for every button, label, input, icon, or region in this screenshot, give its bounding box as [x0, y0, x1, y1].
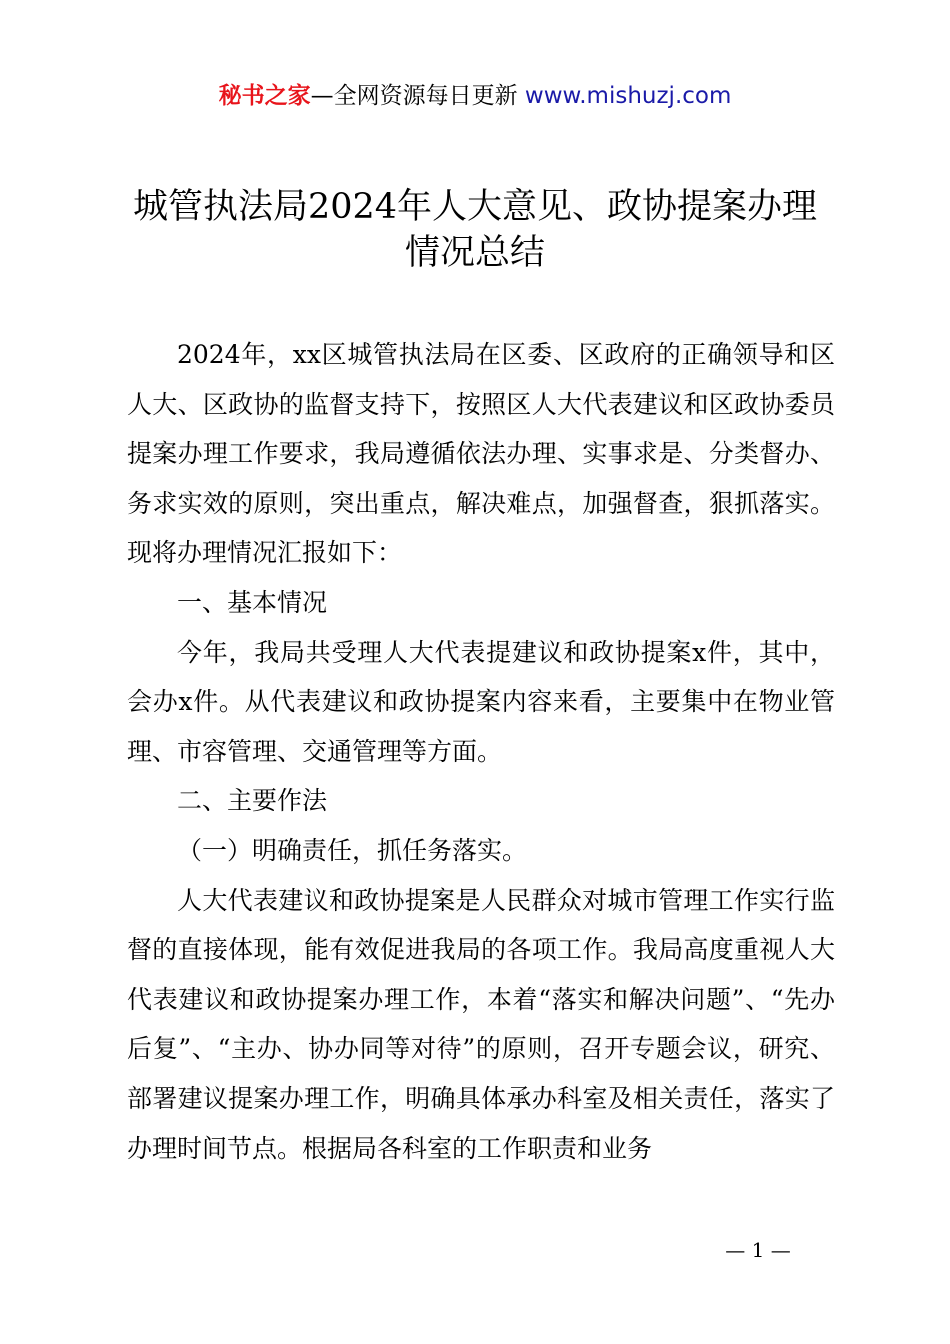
section-heading-methods: 二、主要作法	[177, 786, 328, 816]
document-body	[127, 330, 835, 1173]
intro-paragraph: 2024年，xx区城管执法局在区委、区政府的正确领导和区人大、区政协的监督支持下，按照区人大代表建议和区政协委员提案办理工作要求，我局遵循依法办理、实事求是、分类督办、务求实效的原则，突出重点，解决难点，加强督查，狠抓落实。现将办理情况汇报如下：	[127, 340, 835, 568]
brand-name: 秘书之家	[218, 83, 311, 109]
site-url: www.mishuzj.com	[524, 83, 732, 109]
page-number: — 1 —	[725, 1238, 791, 1262]
site-header	[0, 80, 950, 112]
responsibility-paragraph: 人大代表建议和政协提案是人民群众对城市管理工作实行监督的直接体现，能有效促进我局的各项工作。我局高度重视人大代表建议和政协提案办理工作，本着“落实和解决问题”、“先办后复”、“主办、协办同等对待”的原则，召开专题会议，研究、部署建议提案办理工作，明确具体承办科室及相关责任，落实了办理时间节点。根据局各科室的工作职责和业务	[127, 885, 835, 1163]
title-line-2: 情况总结	[404, 233, 545, 273]
section-heading-basic: 一、基本情况	[177, 587, 328, 617]
title-line-1: 城管执法局2024年人大意见、政协提案办理	[132, 187, 818, 227]
document-title	[100, 184, 850, 276]
basic-situation-paragraph: 今年，我局共受理人大代表提建议和政协提案x件，其中，会办x件。从代表建议和政协提案内容来看，主要集中在物业管理、市容管理、交通管理等方面。	[127, 637, 835, 766]
header-tagline: —全网资源每日更新	[310, 83, 525, 109]
subsection-heading-1: （一）明确责任，抓任务落实。	[177, 835, 528, 865]
